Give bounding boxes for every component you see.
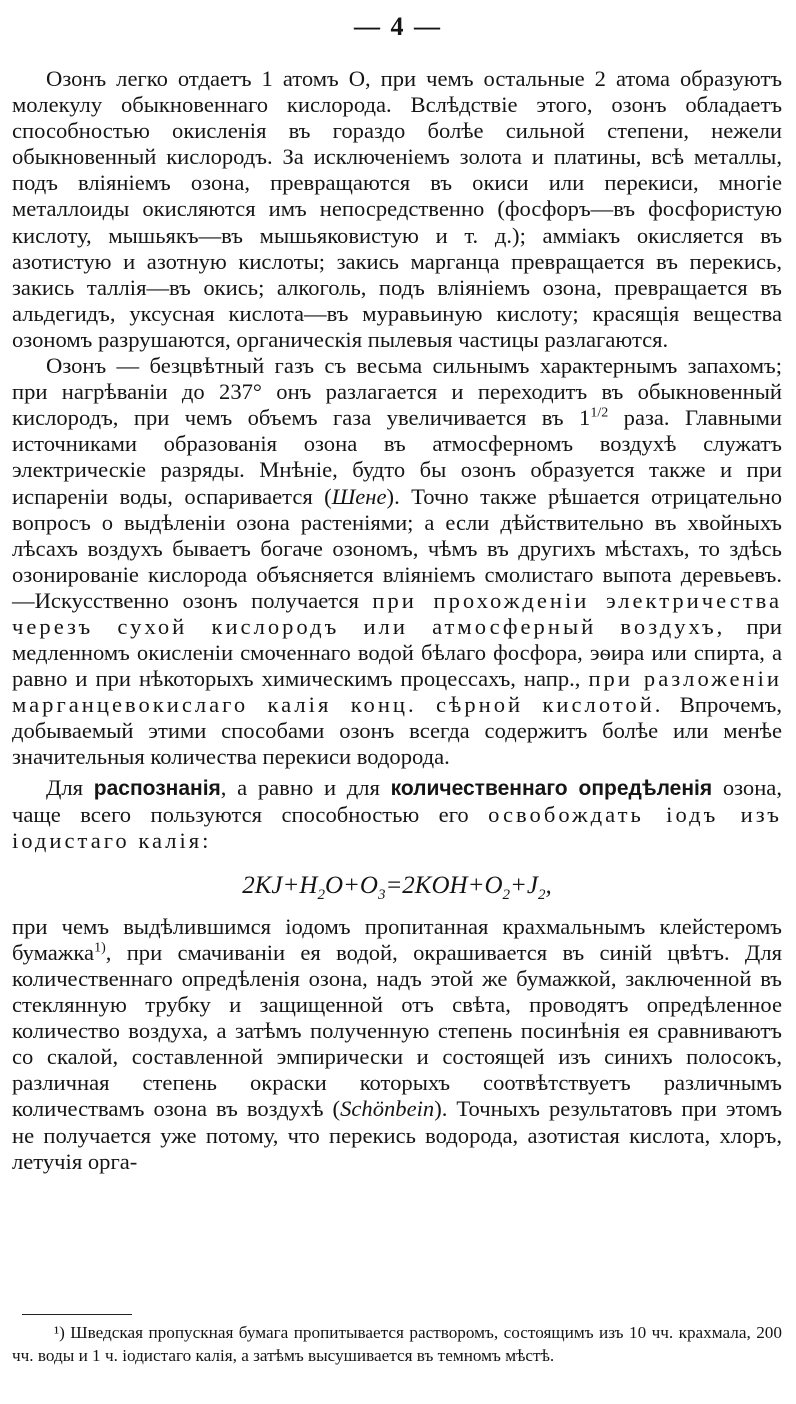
text-span: раза. Главными источниками образованія озона въ атмосферномъ воздухѣ служатъ электрическіе разряды. Мнѣніе, будто бы озонъ образуется также и при испареніи воды, оспаривается ( (12, 405, 783, 509)
author-schonbein: Schönbein (340, 1096, 435, 1122)
text-span: Озонъ — безцвѣтный газъ съ весьма сильнымъ характернымъ запахомъ; при нагрѣваніи до 237° онъ разлагается и переходитъ въ обыкновенный кислородъ, при чемъ объемъ газа увеличивается въ 1 (12, 353, 782, 431)
formula-part: O+O (324, 871, 378, 899)
main-text (12, 66, 782, 1175)
author-schone: Шене (331, 483, 387, 509)
spaced-emphasis: при разложеніи марганцевокислаго калія конц. сѣрной кислотой. (12, 666, 782, 718)
paragraph-starch-paper (12, 914, 782, 1175)
chemical-equation (12, 868, 782, 904)
formula-part: , (545, 871, 552, 899)
text-span: при медленномъ окисленіи смоченнаго водой бѣлаго фосфора, эѳира или спирта, а равно и при нѣкоторыхъ химическимъ процессахъ, напр., (12, 613, 782, 692)
footnote-divider (22, 1314, 132, 1315)
footnote (12, 1322, 782, 1367)
fraction-half: 1/2 (590, 405, 609, 421)
text-span: , при смачиваніи ея водой, окрашивается въ синій цвѣтъ. Для количественнаго опредѣленія озона, надъ этой же бумажкой, заключенной въ стеклянную трубку и защищенной отъ свѣта, проводятъ опредѣленное количество воздуха, а затѣмъ полученную степень посинѣнія ея сравниваютъ со скалой, составленной эмпирически и состоящей изъ синихъ полосокъ, различная степень окраски которыхъ соотвѣтствуетъ различнымъ количествамъ озона въ воздухѣ ( (12, 939, 782, 1122)
text-span: ). Точныхъ результатовъ при этомъ не получается уже потому, что перекись водорода, азотистая кислота, хлоръ, летучія орга- (12, 1096, 783, 1174)
text-span: Впрочемъ, добываемый этими способами озонъ всегда содержитъ болѣе или менѣе значительныя количества перекиси водорода. (12, 692, 782, 770)
spaced-emphasis: при прохожденіи электричества черезъ сухой кислородъ или атмосферный воздухъ, (12, 587, 783, 639)
formula-subscript: 3 (377, 886, 386, 903)
footnote-mark: 1) (94, 940, 106, 956)
text-span: ). Точно также рѣшается отрицательно вопросъ о выдѣленіи озона растеніями; а если дѣйствительно въ хвойныхъ лѣсахъ воздухъ бываетъ богаче озономъ, чѣмъ въ другихъ мѣстахъ, то здѣсь озонированіе кислорода объясняется вліяніемъ смолистаго выпота деревьевъ.—Искусственно озонъ получается (12, 483, 782, 613)
footnote-text: ¹) Шведская пропускная бумага пропитывается растворомъ, состоящимъ изъ 10 чч. крахмала, 200 чч. воды и 1 ч. іодистаго калія, а затѣмъ высушивается въ темномъ мѣстѣ. (12, 1323, 782, 1365)
formula-part: 2KJ+H (242, 871, 318, 899)
page-number: — 4 — (354, 12, 442, 41)
bold-term-detection: распознанія (93, 776, 221, 800)
text-span: озона, чаще всего пользуются способностью его (12, 774, 782, 827)
paragraph-ozone-properties (12, 353, 782, 771)
text-span: при чемъ выдѣлившимся іодомъ пропитанная крахмальнымъ клейстеромъ бумажка (12, 913, 782, 965)
formula-subscript: 2 (317, 886, 325, 903)
bold-term-quantitative: количественнаго опредѣленія (390, 776, 713, 800)
text-span: Для (46, 774, 94, 800)
paragraph-ozone-oxidation: Озонъ легко отдаетъ 1 атомъ O, при чемъ остальные 2 атома образуютъ молекулу обыкновеннаго кислорода. Вслѣдствіе этого, озонъ обладаетъ способностью окисленія въ гораздо болѣе сильной степени, нежели обыкновенный кислородъ. За исключеніемъ золота и платины, всѣ металлы, подъ вліяніемъ озона, превращаются въ окиси или перекиси, многіе металлоиды окисляются имъ непосредственно (фосфоръ—въ фосфористую кислоту, мышьякъ—въ мышьяковистую и т. д.); аммiакъ окисляется въ азотистую и азотную кислоты; закись марганца превращается въ перекись, закись таллія—въ окись; алкоголь, подъ вліяніемъ озона, превращается въ альдегидъ, уксусная кислота—въ муравьиную кислоту; красящія вещества озономъ разрушаются, органическія пылевыя частицы разлагаются. (12, 66, 782, 352)
text-span: , а равно и для (220, 774, 391, 800)
paragraph-detection (12, 775, 782, 854)
formula-subscript: 2 (502, 886, 511, 903)
formula-part: =2KOH+O (385, 871, 503, 899)
formula-part: +J (510, 871, 538, 899)
formula-subscript: 2 (537, 886, 546, 903)
spaced-emphasis: освобождать іодъ изъ іодистаго калія: (12, 801, 782, 853)
